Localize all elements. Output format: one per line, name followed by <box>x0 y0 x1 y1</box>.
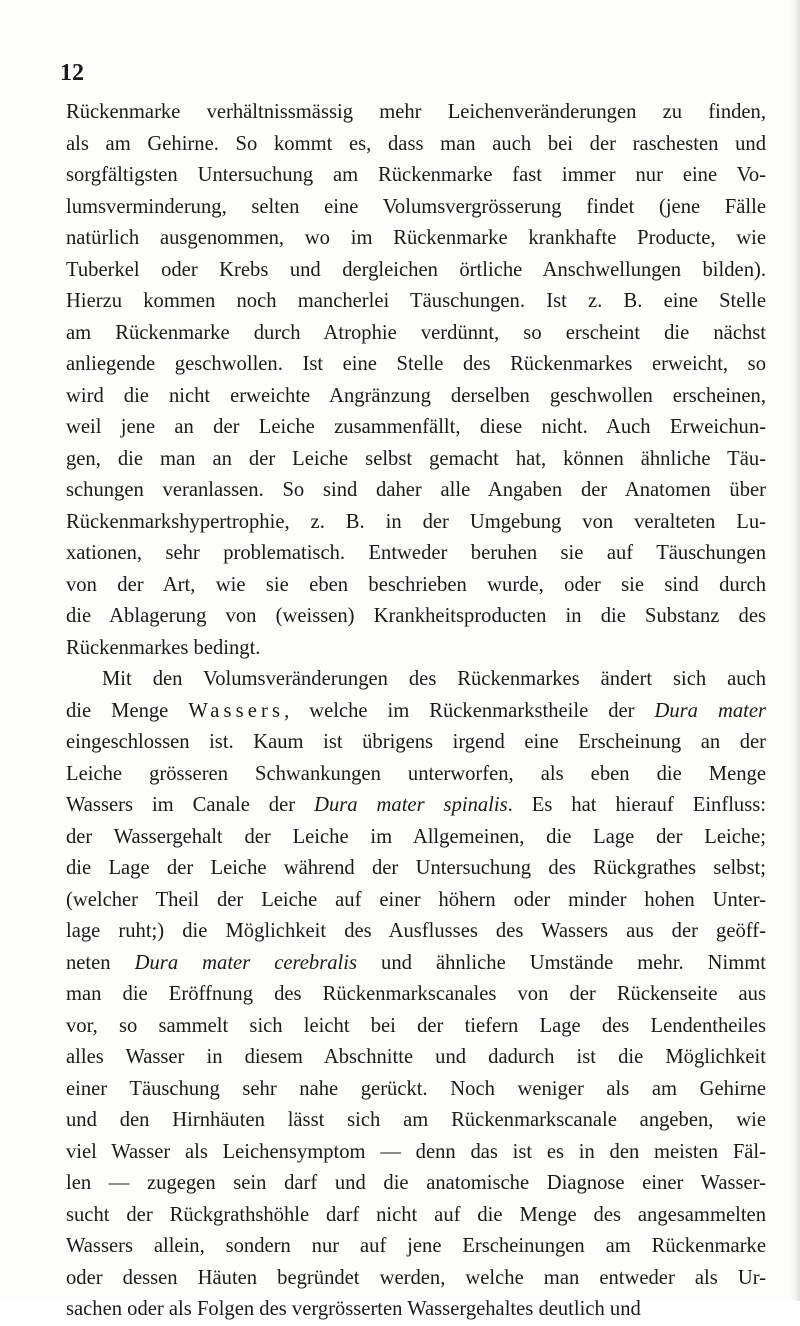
text-segment: neten <box>66 951 135 974</box>
text-segment: Tuberkel oder Krebs und dergleichen örtliche Anschwellungen bilden). <box>66 258 766 281</box>
text-segment: schungen veranlassen. So sind daher alle Angaben der Anatomen über <box>66 479 766 501</box>
text-segment: sucht der Rückgrathshöhle darf nicht auf die Menge des angesammelten <box>66 1203 766 1226</box>
text-line <box>66 1074 766 1106</box>
text-line <box>66 570 766 602</box>
text-segment: weil jene an der Leiche zusammenfällt, diese nicht. Auch Erweichun- <box>66 416 766 438</box>
text-line <box>66 633 766 665</box>
text-line <box>66 696 766 728</box>
text-segment: eingeschlossen ist. Kaum ist übrigens irgend eine Erscheinung an der <box>66 731 766 753</box>
text-line <box>66 160 766 192</box>
page-edge-shadow <box>790 0 800 1301</box>
text-line <box>66 1294 766 1326</box>
text-segment: oder dessen Häuten begründet werden, welche man entweder als Ur- <box>66 1266 766 1289</box>
text-segment: lage ruht;) die Möglichkeit des Ausflusses des Wassers aus der geöff- <box>66 920 766 942</box>
text-line <box>66 979 766 1011</box>
page-number: 12 <box>60 60 84 86</box>
text-line <box>66 412 766 444</box>
text-segment: und den Hirnhäuten lässt sich am Rückenmarkscanale angeben, wie <box>66 1109 766 1131</box>
text-line <box>66 318 766 350</box>
text-segment: als am Gehirne. So kommt es, dass man auch bei der raschesten und <box>66 132 766 155</box>
text-segment: sorgfältigsten Untersuchung am Rückenmarke fast immer nur eine Vo- <box>66 164 766 186</box>
text-line <box>66 885 766 917</box>
text-segment: von der Art, wie sie eben beschrieben wurde, oder sie sind durch <box>66 573 766 596</box>
text-line <box>66 1263 766 1295</box>
text-line <box>66 223 766 255</box>
text-segment: die Menge <box>66 699 189 722</box>
text-segment: Rückenmarkshypertrophie, z. B. in der Umgebung von veralteten Lu- <box>66 510 766 533</box>
text-segment: viel Wasser als Leichensymptom — denn das ist es in den meisten Fäl- <box>66 1140 766 1163</box>
text-segment: und ähnliche Umstände mehr. Nimmt <box>356 951 766 974</box>
text-segment: , welche im Rückenmarkstheile der <box>284 699 655 722</box>
text-line <box>66 664 766 696</box>
text-line <box>66 349 766 381</box>
text-segment: xationen, sehr problematisch. Entweder beruhen sie auf Täuschungen <box>66 542 766 564</box>
text-line <box>66 1105 766 1137</box>
text-segment: die Lage der Leiche während der Untersuchung des Rückgrathes selbst; <box>66 857 766 879</box>
text-segment: Leiche grösseren Schwankungen unterworfen, als eben die Menge <box>66 762 766 785</box>
text-line <box>66 1168 766 1200</box>
text-line <box>66 444 766 476</box>
text-line <box>66 822 766 854</box>
text-line <box>66 759 766 791</box>
text-line <box>66 853 766 885</box>
text-segment: Rückenmarke verhältnissmässig mehr Leichenveränderungen zu finden, <box>66 101 766 123</box>
text-line <box>66 192 766 224</box>
text-line <box>66 538 766 570</box>
text-line <box>66 1042 766 1074</box>
text-line <box>66 1011 766 1043</box>
text-segment: anliegende geschwollen. Ist eine Stelle des Rückenmarkes erweicht, so <box>66 353 766 375</box>
text-segment: einer Täuschung sehr nahe gerückt. Noch weniger als am Gehirne <box>66 1077 766 1100</box>
text-segment: der Wassergehalt der Leiche im Allgemeinen, die Lage der Leiche; <box>66 825 766 848</box>
text-line <box>66 507 766 539</box>
text-segment: (welcher Theil der Leiche auf einer höhern oder minder hohen Unter- <box>66 888 766 911</box>
text-segment: alles Wasser in diesem Abschnitte und dadurch ist die Möglichkeit <box>66 1046 766 1068</box>
italic-term: Dura mater cerebralis <box>134 951 357 974</box>
text-line <box>66 129 766 161</box>
text-segment: Wassers im Canale der <box>66 794 315 816</box>
body-text <box>66 97 766 1326</box>
text-line <box>66 1200 766 1232</box>
text-segment: vor, so sammelt sich leicht bei der tiefern Lage des Lendentheiles <box>66 1014 766 1037</box>
text-segment: Rückenmarkes bedingt. <box>66 636 261 659</box>
text-line <box>66 916 766 948</box>
italic-term: Dura mater <box>654 699 766 722</box>
text-segment: Wassers allein, sondern nur auf jene Erscheinungen am Rückenmarke <box>66 1235 766 1257</box>
text-line <box>66 601 766 633</box>
text-segment: Hierzu kommen noch mancherlei Täuschungen. Ist z. B. eine Stelle <box>66 290 766 312</box>
text-segment: Mit den Volumsveränderungen des Rückenmarkes ändert sich auch <box>102 668 766 690</box>
text-line <box>66 97 766 129</box>
text-line <box>66 475 766 507</box>
text-segment: . Es hat hierauf Einfluss: <box>507 794 766 816</box>
text-segment: die Ablagerung von (weissen) Krankheitsproducten in die Substanz des <box>66 605 766 627</box>
text-line <box>66 1231 766 1263</box>
text-segment: wird die nicht erweichte Angränzung derselben geschwollen erscheinen, <box>66 384 766 407</box>
text-segment: gen, die man an der Leiche selbst gemacht hat, können ähnliche Täu- <box>66 447 766 470</box>
text-line <box>66 286 766 318</box>
italic-term: Dura mater spinalis <box>314 794 508 816</box>
text-segment: natürlich ausgenommen, wo im Rückenmarke krankhafte Producte, wie <box>66 227 766 249</box>
spaced-term: Wassers <box>188 699 285 722</box>
text-line <box>66 1137 766 1169</box>
text-segment: len — zugegen sein darf und die anatomische Diagnose einer Wasser- <box>66 1172 766 1194</box>
text-segment: lumsverminderung, selten eine Volumsvergrösserung findet (jene Fälle <box>66 195 766 218</box>
text-segment: man die Eröffnung des Rückenmarkscanales von der Rückenseite aus <box>66 983 766 1005</box>
text-line <box>66 727 766 759</box>
text-segment: sachen oder als Folgen des vergrösserten Wassergehaltes deutlich und <box>66 1298 641 1320</box>
text-line <box>66 381 766 413</box>
text-line <box>66 255 766 287</box>
text-line <box>66 790 766 822</box>
text-segment: am Rückenmarke durch Atrophie verdünnt, so erscheint die nächst <box>66 321 766 344</box>
text-line <box>66 948 766 980</box>
